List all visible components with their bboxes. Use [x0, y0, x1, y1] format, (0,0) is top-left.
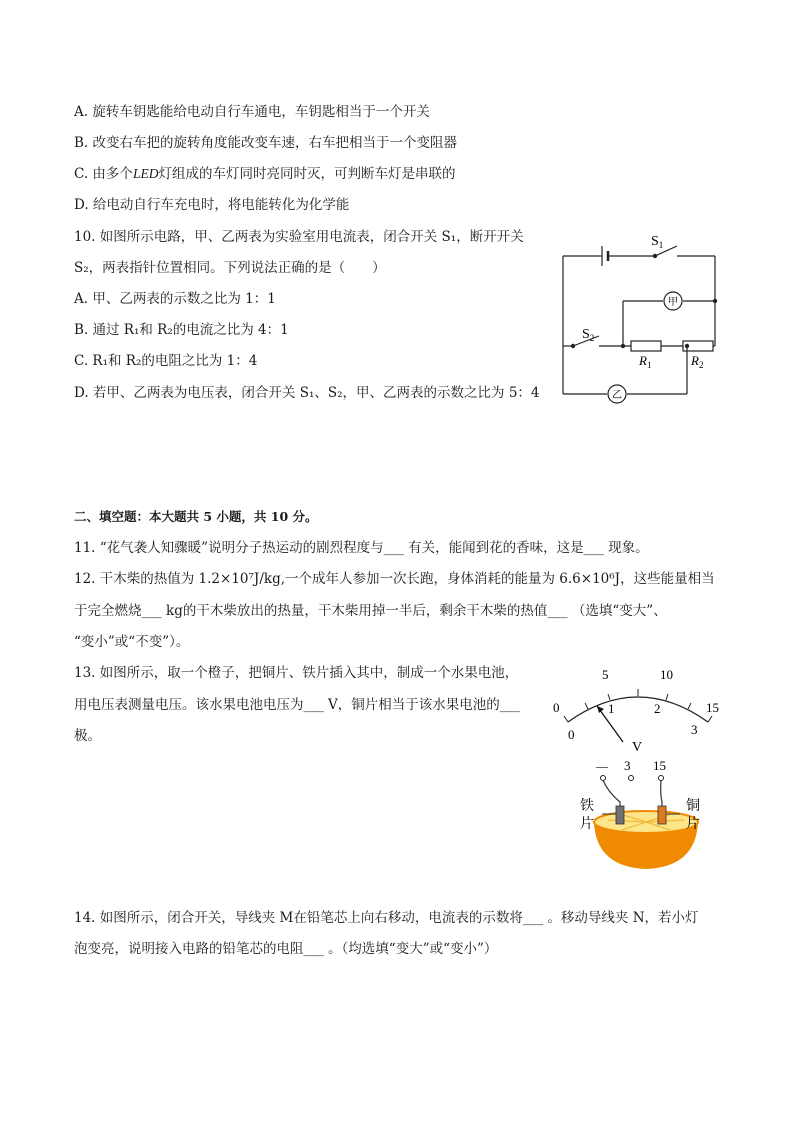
q10-stem-line2: S₂，两表指针位置相同。下列说法正确的是（ ）: [74, 260, 386, 276]
upper-tick-0: 0: [553, 700, 560, 715]
voltmeter-unit: V: [632, 740, 643, 755]
copper-label-1: 铜: [686, 799, 700, 814]
q10-stem-line1: 10. 如图所示电路，甲、乙两表为实验室用电流表，闭合开关 S₁，断开开关: [74, 229, 524, 245]
terminal-negative: —: [596, 759, 608, 773]
q12-line3: “变小”或“不变”）。: [74, 634, 190, 650]
q9-option-c-post: 灯组成的车灯同时亮同时灭，可判断车灯是串联的: [158, 166, 456, 182]
copper-plate: [658, 806, 666, 824]
upper-tick-15: 15: [706, 700, 719, 715]
copper-label-2: 片: [686, 817, 700, 832]
lower-tick-2: 2: [654, 701, 661, 716]
q9-option-c-led: LED: [132, 166, 159, 181]
section-2-title: 二、填空题：本大题共 5 小题，共 10 分。: [74, 509, 318, 524]
q12-line1: 12. 干木柴的热值为 1.2×10⁷J/kg,一个成年人参加一次长跑，身体消耗的能量为 6.6×10⁶J，这些能量相当: [74, 571, 715, 587]
q11-text: 11. “花气袭人知骤暖”说明分子热运动的剧烈程度与___ 有关，能闻到花的香味，这是___ 现象。: [74, 540, 649, 556]
label-meter-yi: 乙: [612, 390, 622, 401]
label-meter-jia: 甲: [668, 297, 678, 308]
upper-tick-5: 5: [602, 667, 609, 682]
iron-plate: [616, 806, 624, 824]
label-s2: $S_2$: [582, 327, 595, 343]
label-r1: $R_1$: [639, 353, 652, 370]
q13-line2: 用电压表测量电压。该水果电池电压为___ V，铜片相当于该水果电池的___: [74, 697, 521, 713]
terminal-3: 3: [624, 758, 631, 773]
voltmeter-dial-arc: [568, 697, 708, 722]
lower-tick-0: 0: [568, 727, 575, 742]
q13-fruit-battery-figure: [548, 662, 728, 872]
q13-line1: 13. 如图所示，取一个橙子，把铜片、铁片插入其中，制成一个水果电池，: [74, 665, 519, 681]
q13-line3: 极。: [74, 728, 101, 744]
lower-tick-1: 1: [608, 701, 615, 716]
q9-option-d: D. 给电动自行车充电时，将电能转化为化学能: [74, 197, 350, 213]
q9-option-c: [74, 165, 455, 183]
iron-label-1: 铁: [580, 799, 594, 814]
terminal-15: 15: [653, 758, 666, 773]
q10-option-d: D. 若甲、乙两表为电压表，闭合开关 S₁、S₂，甲、乙两表的示数之比为 5：4: [74, 385, 540, 401]
resistor-r1: [631, 341, 661, 351]
label-r2: $R_2$: [691, 353, 704, 370]
q10-option-b: B. 通过 R₁和 R₂的电流之比为 4：1: [74, 322, 289, 338]
iron-label-2: 片: [580, 817, 594, 832]
q12-line2: 于完全燃烧___ kg的干木柴放出的热量，干木柴用掉一半后，剩余干木柴的热值___ （选填“变大”、: [74, 603, 667, 619]
label-s1: $S_1$: [651, 234, 664, 250]
upper-tick-10: 10: [660, 667, 673, 682]
lower-tick-3: 3: [691, 722, 698, 737]
q9-option-a: A. 旋转车钥匙能给电动自行车通电，车钥匙相当于一个开关: [74, 104, 430, 120]
q10-circuit-diagram: [555, 228, 755, 408]
q10-option-a: A. 甲、乙两表的示数之比为 1：1: [74, 291, 276, 307]
q14-line2: 泡变亮，说明接入电路的铅笔芯的电阻___ 。（均选填“变大”或“变小”）: [74, 941, 498, 957]
q14-line1: 14. 如图所示，闭合开关，导线夹 M在铅笔芯上向右移动，电流表的示数将___ 。移动导线夹 N，若小灯: [74, 910, 699, 926]
q9-option-c-pre: C. 由多个: [74, 166, 133, 182]
q9-option-b: B. 改变右车把的旋转角度能改变车速，右车把相当于一个变阻器: [74, 135, 458, 151]
q10-option-c: C. R₁和 R₂的电阻之比为 1：4: [74, 353, 258, 369]
